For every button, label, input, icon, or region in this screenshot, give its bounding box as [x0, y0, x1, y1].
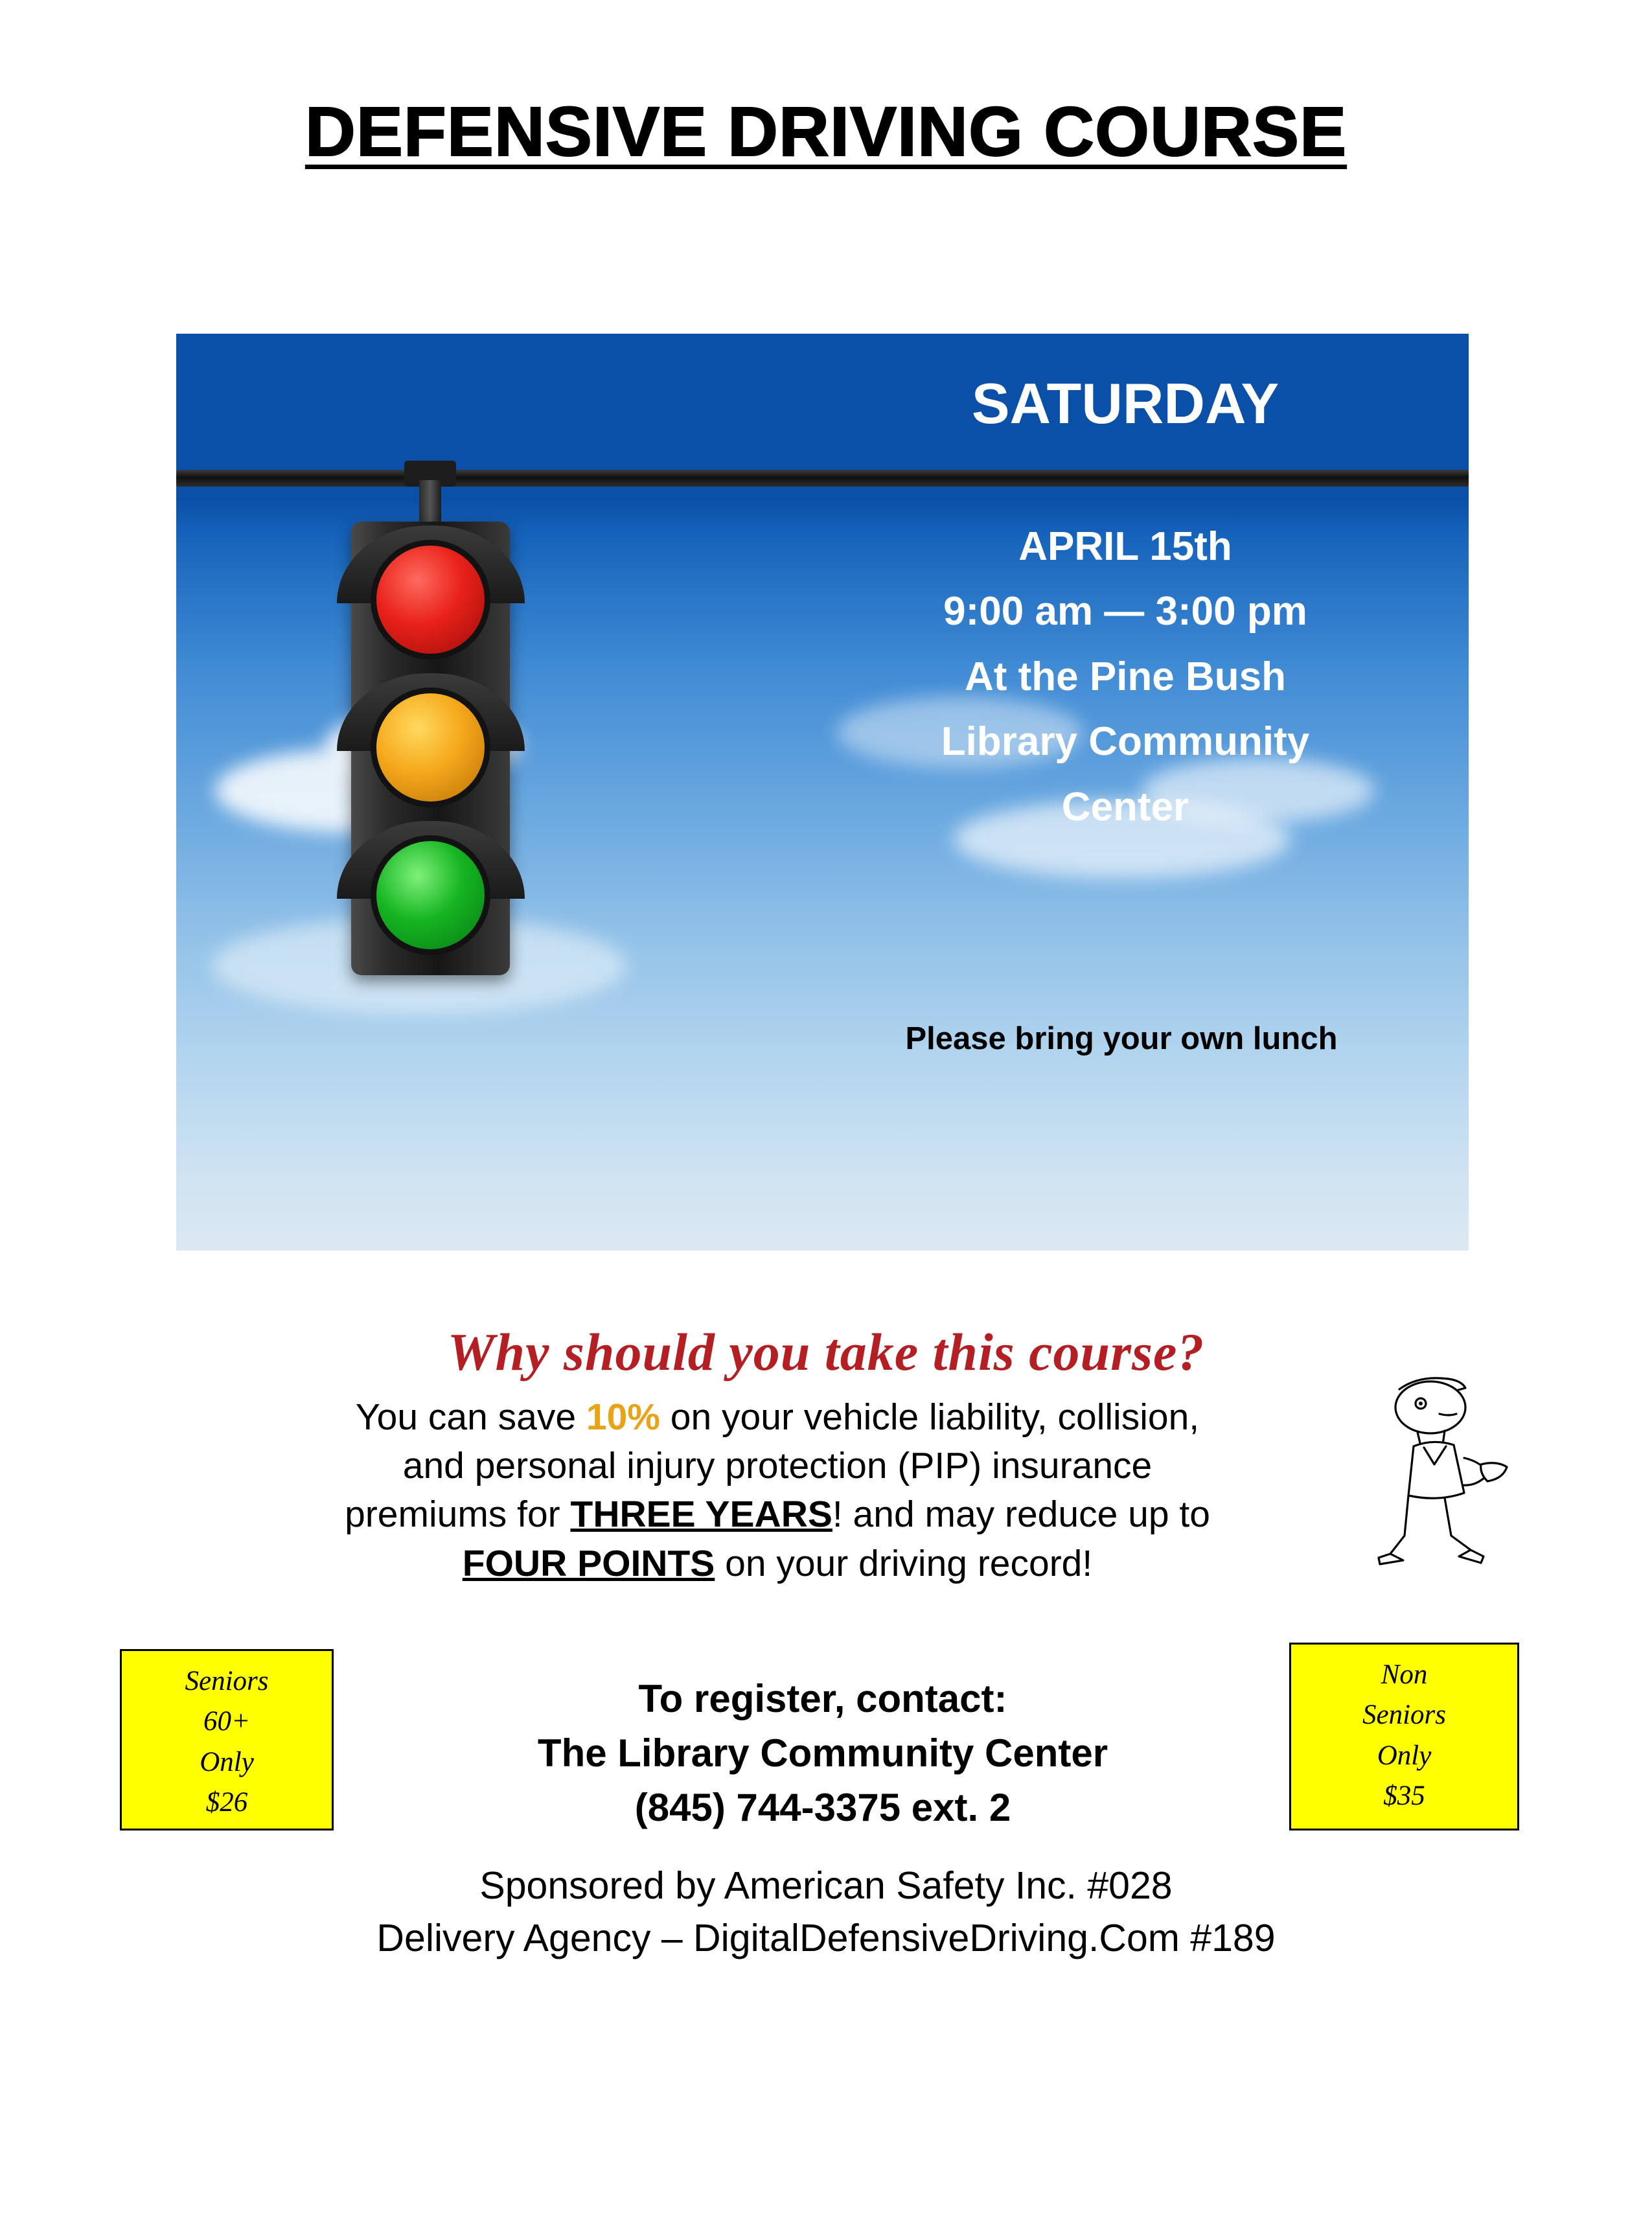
traffic-light-red-lamp — [371, 540, 490, 660]
price-seniors-line-1: Seniors — [185, 1666, 269, 1696]
event-time: 9:00 am — 3:00 pm — [943, 589, 1307, 634]
price-non-seniors-line-1: Non — [1381, 1659, 1428, 1690]
event-details — [801, 373, 1449, 840]
lunch-note: Please bring your own lunch — [905, 1021, 1338, 1056]
why-body — [194, 1393, 1360, 1588]
price-seniors-line-2: 60+ — [203, 1706, 251, 1737]
price-non-seniors-line-2: Seniors — [1362, 1700, 1446, 1731]
price-box-seniors — [120, 1649, 334, 1831]
price-non-seniors-amount: $35 — [1383, 1781, 1425, 1812]
price-seniors-amount: $26 — [205, 1787, 248, 1818]
why-line-3 — [194, 1490, 1360, 1539]
register-organization: The Library Community Center — [537, 1731, 1108, 1775]
price-seniors-line-3: Only — [200, 1746, 254, 1777]
traffic-light-green-lamp — [371, 835, 490, 955]
sponsor-line-1: Sponsored by American Safety Inc. #028 — [479, 1864, 1173, 1907]
why-line-3-b: ! and may reduce up to — [832, 1494, 1210, 1536]
page-title: DEFENSIVE DRIVING COURSE — [304, 92, 1348, 170]
price-box-non-seniors — [1289, 1643, 1519, 1831]
four-points-emphasis: FOUR POINTS — [462, 1542, 715, 1584]
why-line-2: and personal injury protection (PIP) insurance — [402, 1445, 1153, 1487]
sponsor-block — [194, 1860, 1458, 1965]
register-line-1: To register, contact: — [638, 1677, 1007, 1720]
why-line-4 — [194, 1540, 1360, 1588]
event-location-line-2: Library Community — [941, 719, 1310, 765]
why-line-1 — [194, 1393, 1360, 1442]
event-day: SATURDAY — [971, 371, 1279, 435]
event-location-line-3: Center — [1061, 784, 1189, 829]
traffic-light-amber-lamp — [371, 687, 490, 807]
sponsor-line-2: Delivery Agency – DigitalDefensiveDriving.Com #189 — [376, 1917, 1276, 1960]
why-line-1-a: You can save — [355, 1396, 586, 1438]
event-location-line-1: At the Pine Bush — [964, 654, 1287, 699]
why-line-4-b: on your driving record! — [715, 1542, 1093, 1584]
price-non-seniors-line-3: Only — [1377, 1740, 1432, 1771]
discount-value: 10% — [586, 1396, 660, 1438]
traffic-mast-stem — [419, 480, 441, 525]
three-years-emphasis: THREE YEARS — [570, 1494, 832, 1536]
register-block — [363, 1672, 1283, 1835]
traffic-light-icon — [351, 522, 510, 975]
why-line-1-b: on your vehicle liability, collision, — [660, 1396, 1200, 1438]
why-heading: Why should you take this course? — [447, 1322, 1205, 1381]
register-phone: (845) 744-3375 ext. 2 — [634, 1786, 1011, 1829]
cartoon-person-icon — [1354, 1361, 1522, 1575]
event-date: APRIL 15th — [1018, 524, 1232, 569]
hero-image — [176, 334, 1469, 1251]
why-line-3-a: premiums for — [345, 1494, 571, 1536]
